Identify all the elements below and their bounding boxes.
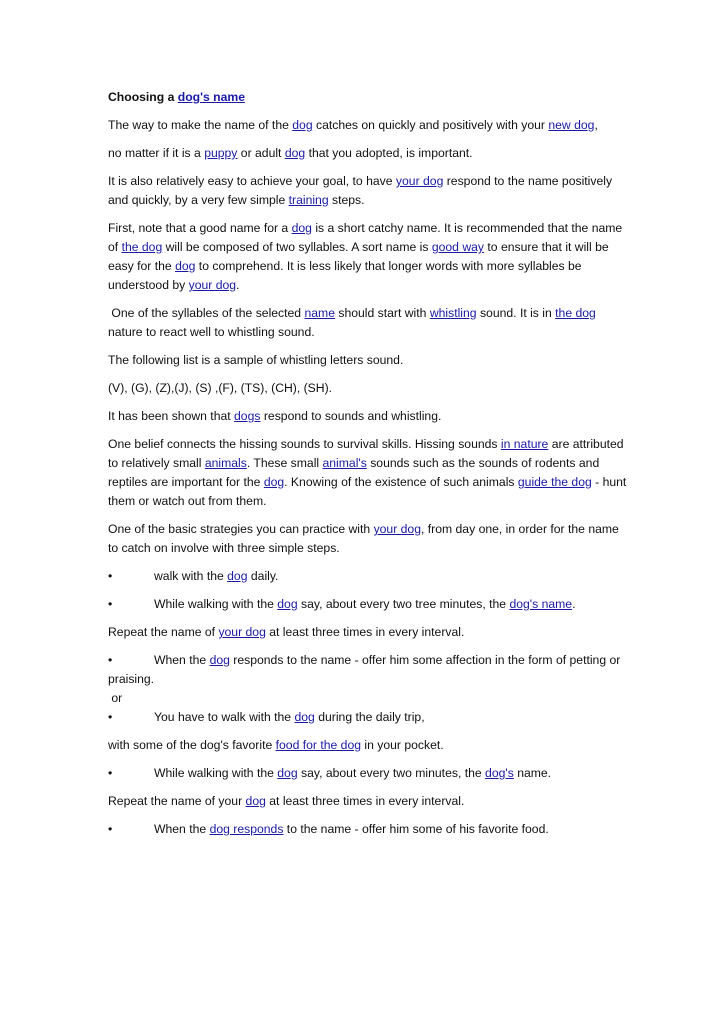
link-dog[interactable]: dog [291, 221, 312, 235]
paragraph-repeat-1: Repeat the name of your dog at least three times in every interval. [108, 625, 465, 639]
link-guide-the-dog[interactable]: guide the dog [517, 475, 592, 489]
paragraph-good-name: First, note that a good name for a dog is a short catchy name. It is recommended that the name of the dog will be composed of two syllables. A sort name is good way to ensure that it will be easy for the dog to comprehend. It is less likely that longer words with more syllables be understood by your dog. [108, 221, 623, 292]
paragraph-syllables: One of the syllables of the selected name should start with whistling sound. It is in the dog nature to react well to whistling sound. [108, 306, 600, 339]
link-dogs[interactable]: dogs [234, 409, 261, 423]
link-dogs-name[interactable]: dog's name [509, 597, 573, 611]
bullet-item-daily-trip: • You have to walk with the dog during the daily trip, [108, 708, 628, 727]
link-your-dog[interactable]: your dog [218, 625, 266, 639]
link-the-dog[interactable]: the dog [121, 240, 163, 254]
paragraph-shown: It has been shown that dogs respond to sounds and whistling. [108, 409, 442, 423]
bullet-item-affection: • When the dog responds to the name - offer him some affection in the form of petting or praising. [108, 653, 621, 686]
link-the-dog[interactable]: the dog [555, 306, 596, 320]
link-animals-possessive[interactable]: animal's [322, 456, 367, 470]
paragraph-strategies: One of the basic strategies you can practice with your dog, from day one, in order for the name to catch on involve with three simple steps. [108, 522, 619, 555]
paragraph-letters: (V), (G), (Z),(J), (S) ,(F), (TS), (CH), (SH). [108, 381, 333, 395]
bullet-marker: • [108, 710, 113, 724]
link-good-way[interactable]: good way [431, 240, 485, 254]
bullet-marker: • [108, 597, 113, 611]
link-puppy[interactable]: puppy [204, 146, 238, 160]
link-in-nature[interactable]: in nature [500, 437, 549, 451]
or-separator: or [108, 691, 123, 705]
link-your-dog[interactable]: your dog [395, 174, 444, 188]
link-dog-responds[interactable]: dog responds [209, 822, 284, 836]
bullet-marker: • [108, 822, 113, 836]
link-dog[interactable]: dog [277, 597, 298, 611]
link-dog[interactable]: dog [292, 118, 313, 132]
bullet-item-food: • When the dog responds to the name - offer him some of his favorite food. [108, 820, 628, 839]
bullet-marker: • [108, 653, 113, 667]
link-dog[interactable]: dog [263, 475, 285, 489]
bullet-marker: • [108, 766, 113, 780]
link-dogs-name[interactable]: dog's name [177, 90, 245, 104]
link-name[interactable]: name [304, 306, 335, 320]
document-title: Choosing a dog's name [108, 90, 245, 104]
link-your-dog[interactable]: your dog [188, 278, 237, 292]
bullet-item-walk: • walk with the dog daily. [108, 567, 628, 586]
paragraph-intro-1: The way to make the name of the dog catches on quickly and positively with your new dog, [108, 118, 598, 132]
link-your-dog[interactable]: your dog [373, 522, 421, 536]
link-animals[interactable]: animals [204, 456, 247, 470]
paragraph-goal: It is also relatively easy to achieve your goal, to have your dog respond to the name positively and quickly, by a very few simple training steps. [108, 174, 613, 207]
paragraph-list-intro: The following list is a sample of whistling letters sound. [108, 353, 404, 367]
paragraph-belief: One belief connects the hissing sounds to survival skills. Hissing sounds in nature are attributed to relatively small animals. These small animal's sounds such as the sounds of rodents and reptiles are important for the dog. Knowing of the existence of such animals guide the dog - hunt them or watch out from them. [108, 437, 627, 508]
bullet-marker: • [108, 569, 113, 583]
paragraph-repeat-2: Repeat the name of your dog at least three times in every interval. [108, 794, 465, 808]
link-dog[interactable]: dog [227, 569, 248, 583]
link-food-for-the-dog[interactable]: food for the dog [275, 738, 362, 752]
paragraph-intro-2: no matter if it is a puppy or adult dog that you adopted, is important. [108, 146, 473, 160]
document-page [108, 88, 628, 848]
link-dog[interactable]: dog [294, 710, 315, 724]
link-training[interactable]: training [288, 193, 329, 207]
link-dog[interactable]: dog [175, 259, 196, 273]
link-dog[interactable]: dog [209, 653, 230, 667]
link-dogs[interactable]: dog's [485, 766, 514, 780]
bullet-item-say-name: • While walking with the dog say, about every two tree minutes, the dog's name. [108, 595, 628, 614]
link-dog[interactable]: dog [277, 766, 298, 780]
link-dog[interactable]: dog [284, 146, 306, 160]
bullet-item-say-name-2: • While walking with the dog say, about every two minutes, the dog's name. [108, 764, 628, 783]
paragraph-favorite-food: with some of the dog's favorite food for the dog in your pocket. [108, 738, 444, 752]
link-dog[interactable]: dog [245, 794, 266, 808]
link-whistling[interactable]: whistling [429, 306, 477, 320]
link-new-dog[interactable]: new dog [548, 118, 595, 132]
